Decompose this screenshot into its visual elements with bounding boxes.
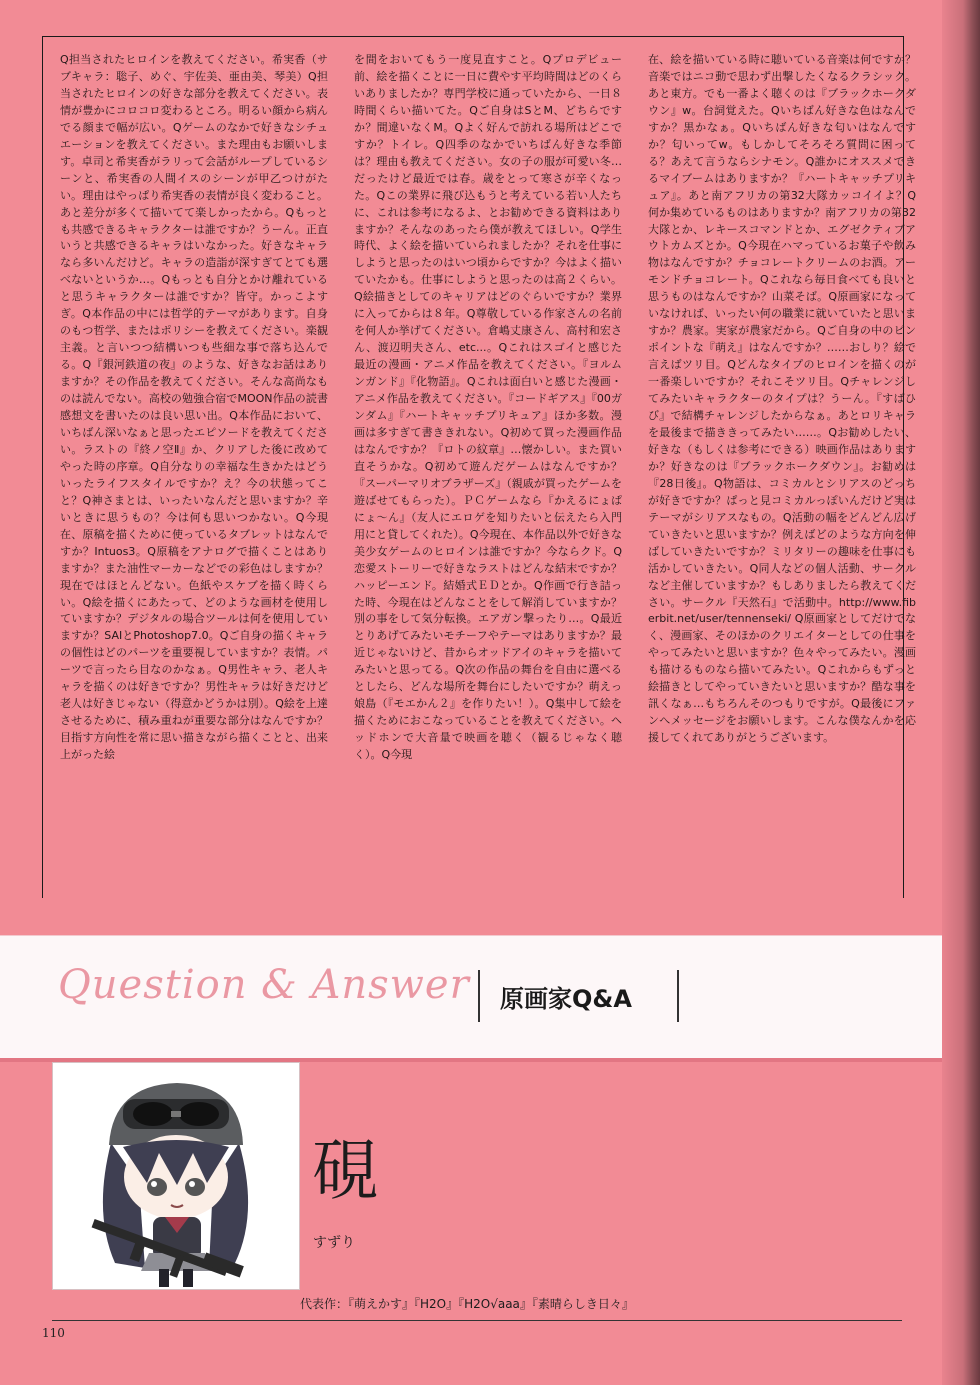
title-divider-right xyxy=(677,970,679,1022)
qa-column-2: を間をおいてもう一度見直すこと。Qプロデビュー前、絵を描くことに一日に費やす平均時間はどのくらいありましたか？専門学校に通っていたから、一日８時間くらい描いてた。Qご自身はSとM、どちらですか？間違いなくM。Qよく好んで訪れる場所はどこですか？トイレ。Q四季のなかでいちばん好きな季節は？理由も教えてください。女の子の服が可愛い冬…だったけど最近では春。歳をとって寒さが辛くなった。Qこの業界に飛び込もうと考えている若い人たちに、これは参考になるよ、とお勧めできる資料はありますか？そんなのあったら僕が教えてほしい。Q学生時代、よく絵を描いていられましたか？それを仕事にしようと思ったのはいつ頃からですか？今はよく描いていたかも。仕事にしようと思ったのは高２くらい。Q絵描きとしてのキャリアはどのぐらいですか？業界に入ってからは８年。Q尊敬している作家さんの名前を何人か挙げてください。倉嶋丈康さん、高村和宏さん、渡辺明夫さん、etc...。Qこれはスゴイと感じた最近の漫画・アニメ作品を教えてください。『ヨルムンガンド』『化物語』。Qこれは面白いと感じた漫画・アニメ作品を教えてください。『コードギアス』『00ガンダム』『ハートキャッチプリキュア』ほか多数。漫画は多すぎて書ききれない。Q初めて買った漫画作品はなんですか？『ロトの紋章』…懐かしい。また買い直そうかな。Q初めて遊んだゲームはなんですか？『スーパーマリオブラザーズ』（親戚が買ったゲームを遊ばせてもらった）。ＰＣゲームなら『かえるにょぱにょ～ん』（友人にエロゲを知りたいと伝えたら入門用にと貸してくれた）。Q今現在、本作品以外で好きな美少女ゲームのヒロインは誰ですか？今ならクド。Q恋愛ストーリーで好きなラストはどんな結末ですか？ハッピーエンド。結婚式ＥＤとか。Q作画で行き詰った時、今現在はどんなことをして解消していますか？別の事をして気分転換。エアガン撃ったり…。Q最近とりあげてみたいモチーフやテーマはありますか？最近じゃないけど、昔からオッドアイのキャラを描いてみたいと思ってる。Q次の作品の舞台を自由に選べるとしたら、どんな場所を舞台にしたいですか？萌えっ娘島（『モエかん２』を作りたい！）。Q集中して絵を描くためにおこなっていることを教えてください。ヘッドホンで大音量で映画を聴く（観るじゃなく聴く）。Q今現 xyxy=(354,53,622,762)
page-number: 110 xyxy=(42,1326,65,1340)
artist-name-reading: すずり xyxy=(313,1235,356,1251)
qa-column-1: Q担当されたヒロインを教えてください。希実香（サブキャラ：聡子、めぐ、宇佐美、亜由美、琴美）Q担当されたヒロインの好きな部分を教えてください。表情が豊かにコロコロ変わるところ。明るい顔から病んでる顔まで幅が広い。Qゲームのなかで好きなシチュエーションを教えてください。また理由もお願いします。卓司と希実香がラリって会話がループしているシーンと、希実香の人間イスのシーンが甲乙つけがたい。理由はやっぱり希実香の表情が良く変わること。あと差分が多くて描いてて楽しかったから。Qもっとも共感できるキャラクターは誰ですか？うーん。正直いうと共感できるキャラはいなかった。好きなキャラなら多いんだけど。キャラの造詣が深すぎてとても選べないというか…。Qもっとも自分とかけ離れていると思うキャラクターは誰ですか？皆守。かっこよすぎ。Q本作品の中には哲学的テーマがあります。自身のもつ哲学、またはポリシーを教えてください。楽観主義。と言いつつ結構いつも些細な事で落ち込んでる。Q『銀河鉄道の夜』のような、好きなお話はありますか？その作品を教えてください。そんな高尚なものは読んでない。高校の勉強合宿でMOON作品の読書感想文を書いたのは良い思い出。Q本作品において、いちばん深いなぁと思ったエピソードを教えてください。ラストの『終ノ空Ⅱ』か、クリアした後に改めてやった時の序章。Q自分なりの幸福な生きかたはどういったライフスタイルですか？え？今の状態ってこと？Q神さまとは、いったいなんだと思いますか？辛いときに思うもの？今は何も思いつかない。Q今現在、原稿を描くために使っているタブレットはなんですか？Intuos3。Q原稿をアナログで描くことはありますか？また油性マーカーなどでの彩色はしますか？現在ではほとんどない。色紙やスケブを描く時くらい。Q絵を描くにあたって、どのような画材を使用していますか？デジタルの場合ツールは何を使用していますか？SAIとPhotoshop7.0。Qご自身の描くキャラの個性はどのパーツを重要視していますか？表情。パーツで言ったら目なのかなぁ。Q男性キャラ、老人キャラを描くのは好きですか？男性キャラは好きだけど老人は好きじゃない（得意かどうかは別）。Q絵を上達させるために、積み重ねが重要な部分はなんですか？目指す方向性を常に思い描きながら描くことと、出来上がった絵 xyxy=(60,53,328,762)
qa-column-3: 在、絵を描いている時に聴いている音楽は何ですか？音楽ではニコ動で思わず出撃したくなるクラシック。あと東方。でも一番よく聴くのは『ブラックホークダウン』w。台詞覚えた。Qいちばん好きな色はなんですか？黒かなぁ。Qいちばん好きな匂いはなんですか？匂いってw。もしかしてそろそろ質問に困ってる？あえて言うならシナモン。Q誰かにオススメできるマイブームはありますか？『ハートキャッチプリキュア』。あと南アフリカの第32大隊カッコイイよ？Q何か集めているものはありますか？南アフリカの第32大隊とか、レキースコマンドとか、エグゼクティブアウトカムズとか。Q今現在ハマっているお菓子や飲み物はなんですか？チョコレートクリームのお酒。アーモンドチョコレート。Qこれなら毎日食べても良いと思うものはなんですか？山菜そば。Q原画家になっていなければ、いったい何の職業に就いていたと思いますか？農家。実家が農家だから。Qご自身の中のピンポイントな『萌え』はなんですか？……おしり？絵で言えばツリ目。Qどんなタイプのヒロインを描くのが一番楽しいですか？それこそツリ目。Qチャレンジしてみたいキャラクターのタイプは？うーん。『すばひび』で結構チャレンジしたからなぁ。あとロリキャラを最後まで描ききってみたい……。Qお勧めしたい、好きな（もしくは参考にできる）映画作品はありますか？好きなのは『ブラックホークダウン』。お勧めは『28日後』。Q物語は、コミカルとシリアスのどっちが好きですか？ぱっと見コミカルっぽいんだけど実はテーマがシリアスなもの。Q活動の幅をどんどん広げていきたいと思いますか？例えばどのような方向を伸ばしていきたいですか？ミリタリーの趣味を仕事にも活かしていきたい。Q同人などの個人活動、サークルなど主催していますか？もしありましたら教えてください。サークル『天然石』で活動中。http://www.fiberbit.net/user/tennenseki/ Q原画家としてだけでなく、漫画家、そのほかのクリエイターとしての仕事をやってみたいと思いますか？色々やってみたい。漫画も描けるものなら描いてみたい。Qこれからもずっと絵描きとしてやっていきたいと思いますか？酷な事を訊くなぁ…もちろんそのつもりですが。Q最後にファンへメッセージをお願いします。こんな僕なんかを応援してくれてありがとうございます。 xyxy=(648,53,916,745)
frame-line-left xyxy=(42,36,43,898)
section-title-en: Question & Answer xyxy=(58,962,470,1008)
section-title-jp: 原画家Q&A xyxy=(500,985,632,1013)
representative-works: 代表作：『萌えかす』『H2O』『H2O√aaa』『素晴らしき日々』 xyxy=(300,1297,634,1311)
book-spine-shadow xyxy=(942,0,980,1385)
artist-avatar xyxy=(52,1062,300,1290)
chibi-soldier-illustration xyxy=(53,1063,299,1289)
frame-line-top xyxy=(42,36,904,37)
title-divider-left xyxy=(478,970,480,1022)
footer-rule xyxy=(52,1320,902,1321)
artist-name: 硯 xyxy=(312,1132,378,1209)
